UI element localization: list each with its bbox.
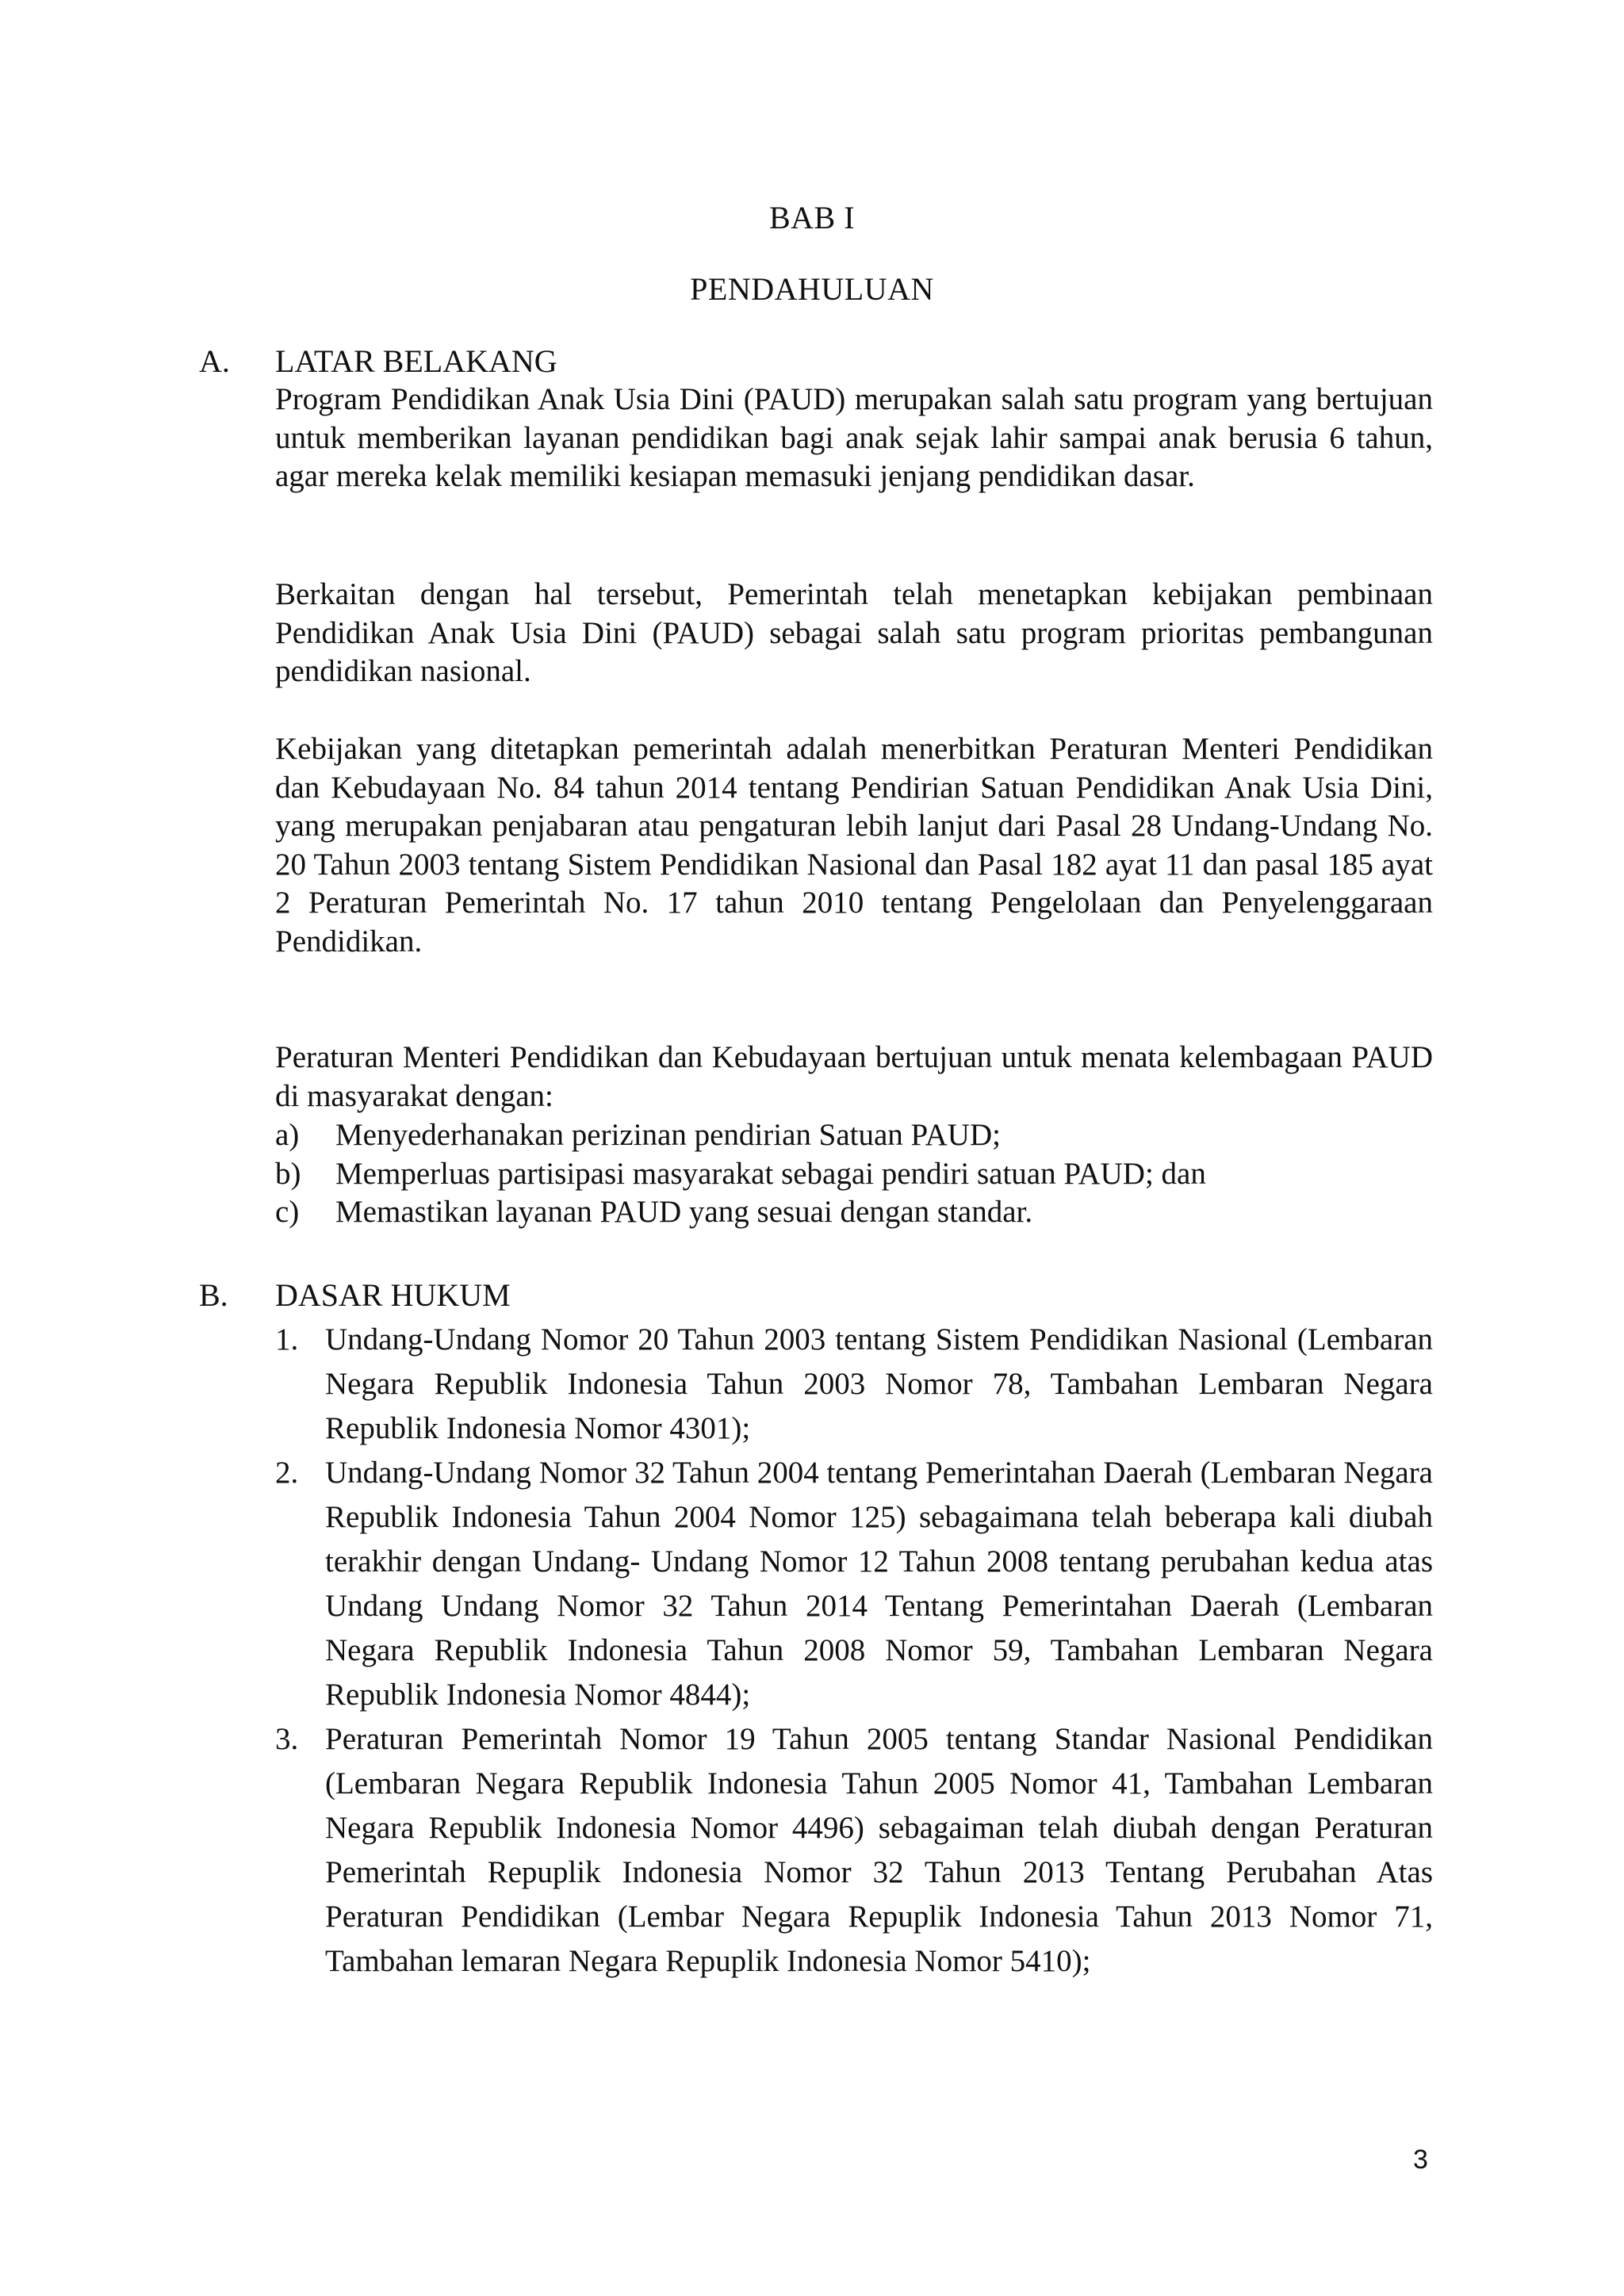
goals-list xyxy=(275,1116,1433,1232)
list-item-text: Undang-Undang Nomor 32 Tahun 2004 tentang Pemerintahan Daerah (Lembaran Negara Republik Indonesia Tahun 2004 Nomor 125) sebagaimana telah beberapa kali diubah terakhir dengan Undang- Undang Nomor 12 Tahun 2008 tentang perubahan kedua atas Undang Undang Nomor 32 Tahun 2014 Tentang Pemerintahan Daerah (Lembaran Negara Republik Indonesia Tahun 2008 Nomor 59, Tambahan Lembaran Negara Republik Indonesia Nomor 4844); xyxy=(325,1456,1433,1712)
section-a-letter: A. xyxy=(199,343,230,379)
list-item-text: Peraturan Pemerintah Nomor 19 Tahun 2005 tentang Standar Nasional Pendidikan (Lembaran Negara Republik Indonesia Tahun 2005 Nomor 41, Tambahan Lembaran Negara Republik Indonesia Nomor 4496) sebagaiman telah diubah dengan Peraturan Pemerintah Repuplik Indonesia Nomor 32 Tahun 2013 Tentang Perubahan Atas Peraturan Pendidikan (Lembar Negara Repuplik Indonesia Tahun 2013 Nomor 71, Tambahan lemaran Negara Repuplik Indonesia Nomor 5410); xyxy=(325,1722,1433,1978)
paragraph-background-2: Berkaitan dengan hal tersebut, Pemerintah telah menetapkan kebijakan pembinaan Pendidikan Anak Usia Dini (PAUD) sebagai salah satu program prioritas pembangunan pendidikan nasional. xyxy=(275,577,1433,688)
list-item-text: Memperluas partisipasi masyarakat sebagai pendiri satuan PAUD; dan xyxy=(335,1156,1206,1191)
list-item-text: Menyederhanakan perizinan pendirian Satuan PAUD; xyxy=(335,1118,1001,1152)
section-a-title: LATAR BELAKANG xyxy=(275,343,557,379)
list-item xyxy=(275,1155,1433,1194)
chapter-number: BAB I xyxy=(768,200,856,235)
section-b-title: DASAR HUKUM xyxy=(275,1277,511,1313)
paragraph-background-1: Program Pendidikan Anak Usia Dini (PAUD) merupakan salah satu program yang bertujuan untuk memberikan layanan pendidikan bagi anak sejak lahir sampai anak berusia 6 tahun, agar mereka kelak memiliki kesiapan memasuki jenjang pendidikan dasar. xyxy=(275,382,1433,493)
legal-basis-list xyxy=(275,1318,1433,1984)
section-b-letter: B. xyxy=(199,1277,228,1313)
chapter-title: PENDAHULUAN xyxy=(690,271,934,307)
list-marker: 3. xyxy=(275,1722,299,1756)
paragraph-background-4: Peraturan Menteri Pendidikan dan Kebudayaan bertujuan untuk menata kelembagaan PAUD di masyarakat dengan: xyxy=(275,1040,1433,1113)
list-marker: c) xyxy=(275,1195,300,1229)
list-item xyxy=(275,1318,1433,1451)
list-item xyxy=(275,1193,1433,1232)
list-item-text: Memastikan layanan PAUD yang sesuai dengan standar. xyxy=(335,1195,1033,1229)
list-item-text: Undang-Undang Nomor 20 Tahun 2003 tentang Sistem Pendidikan Nasional (Lembaran Negara Republik Indonesia Tahun 2003 Nomor 78, Tambahan Lembaran Negara Republik Indonesia Nomor 4301); xyxy=(325,1322,1433,1445)
list-marker: 1. xyxy=(275,1322,299,1357)
list-item xyxy=(275,1116,1433,1155)
list-item xyxy=(275,1451,1433,1717)
list-marker: a) xyxy=(275,1118,300,1152)
list-item xyxy=(275,1717,1433,1984)
paragraph-background-3: Kebijakan yang ditetapkan pemerintah adalah menerbitkan Peraturan Menteri Pendidikan dan Kebudayaan No. 84 tahun 2014 tentang Pendirian Satuan Pendidikan Anak Usia Dini, yang merupakan penjabaran atau pengaturan lebih lanjut dari Pasal 28 Undang-Undang No. 20 Tahun 2003 tentang Sistem Pendidikan Nasional dan Pasal 182 ayat 11 dan pasal 185 ayat 2 Peraturan Pemerintah No. 17 tahun 2010 tentang Pengelolaan dan Penyelenggaraan Pendidikan. xyxy=(275,732,1433,959)
list-marker: 2. xyxy=(275,1456,299,1490)
page-number: 3 xyxy=(1413,2145,1428,2175)
list-marker: b) xyxy=(275,1156,301,1191)
